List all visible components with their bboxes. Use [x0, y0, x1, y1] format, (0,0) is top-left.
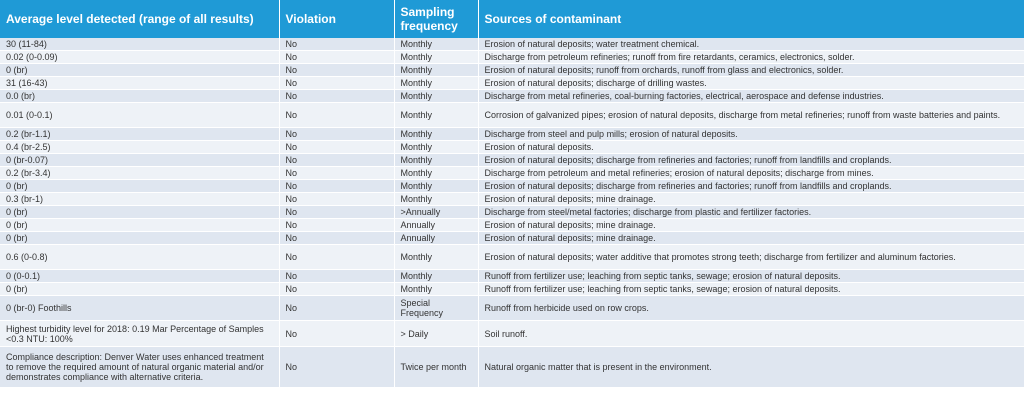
level-cell: Highest turbidity level for 2018: 0.19 Mar Percentage of Samples <0.3 NTU: 100% [0, 321, 279, 347]
violation-cell: No [279, 232, 394, 245]
violation-cell: No [279, 219, 394, 232]
violation-cell: No [279, 245, 394, 270]
sources-cell: Discharge from petroleum refineries; runoff from fire retardants, ceramics, electronics, solder. [478, 51, 1024, 64]
table-row [0, 141, 1024, 154]
table-row [0, 296, 1024, 321]
sources-cell: Runoff from herbicide used on row crops. [478, 296, 1024, 321]
violation-cell: No [279, 296, 394, 321]
frequency-cell: Special Frequency [394, 296, 478, 321]
sources-cell: Erosion of natural deposits; water treatment chemical. [478, 38, 1024, 51]
frequency-cell: Monthly [394, 245, 478, 270]
table-row [0, 232, 1024, 245]
table-row [0, 154, 1024, 167]
level-cell: 30 (11-84) [0, 38, 279, 51]
level-cell: 0 (0-0.1) [0, 270, 279, 283]
sources-cell: Corrosion of galvanized pipes; erosion of natural deposits, discharge from metal refineries; runoff from waste batteries and paints. [478, 103, 1024, 128]
frequency-cell: > Daily [394, 321, 478, 347]
sources-cell: Discharge from metal refineries, coal-burning factories, electrical, aerospace and defense industries. [478, 90, 1024, 103]
level-cell: 0.6 (0-0.8) [0, 245, 279, 270]
level-cell: 0 (br) [0, 206, 279, 219]
sources-cell: Erosion of natural deposits. [478, 141, 1024, 154]
frequency-cell: Monthly [394, 283, 478, 296]
frequency-cell: Monthly [394, 38, 478, 51]
table-row [0, 38, 1024, 51]
sources-cell: Runoff from fertilizer use; leaching from septic tanks, sewage; erosion of natural deposits. [478, 270, 1024, 283]
table-row [0, 128, 1024, 141]
frequency-cell: Monthly [394, 103, 478, 128]
violation-cell: No [279, 193, 394, 206]
frequency-cell: Monthly [394, 90, 478, 103]
level-cell: 0.4 (br-2.5) [0, 141, 279, 154]
level-cell: 0 (br) [0, 64, 279, 77]
sources-cell: Natural organic matter that is present in the environment. [478, 347, 1024, 388]
level-cell: 0.2 (br-3.4) [0, 167, 279, 180]
frequency-cell: Monthly [394, 167, 478, 180]
table-row [0, 347, 1024, 388]
sources-cell: Discharge from steel and pulp mills; erosion of natural deposits. [478, 128, 1024, 141]
violation-cell: No [279, 180, 394, 193]
level-cell: 31 (16-43) [0, 77, 279, 90]
violation-cell: No [279, 103, 394, 128]
header-frequency: Sampling frequency [394, 0, 478, 38]
frequency-cell: Monthly [394, 270, 478, 283]
table-row [0, 90, 1024, 103]
frequency-cell: Monthly [394, 154, 478, 167]
header-level: Average level detected (range of all results) [0, 0, 279, 38]
violation-cell: No [279, 38, 394, 51]
sources-cell: Erosion of natural deposits; mine drainage. [478, 219, 1024, 232]
frequency-cell: Twice per month [394, 347, 478, 388]
violation-cell: No [279, 64, 394, 77]
table-row [0, 283, 1024, 296]
table-row [0, 206, 1024, 219]
table-row [0, 167, 1024, 180]
frequency-cell: Monthly [394, 180, 478, 193]
table-row [0, 270, 1024, 283]
sources-cell: Erosion of natural deposits; discharge from refineries and factories; runoff from landfills and croplands. [478, 154, 1024, 167]
level-cell: 0 (br-0.07) [0, 154, 279, 167]
level-cell: 0.01 (0-0.1) [0, 103, 279, 128]
sources-cell: Discharge from petroleum and metal refineries; erosion of natural deposits; discharge from mines. [478, 167, 1024, 180]
table-row [0, 193, 1024, 206]
sources-cell: Erosion of natural deposits; discharge of drilling wastes. [478, 77, 1024, 90]
level-cell: 0 (br) [0, 283, 279, 296]
violation-cell: No [279, 90, 394, 103]
header-violation: Violation [279, 0, 394, 38]
level-cell: 0 (br) [0, 219, 279, 232]
table-header-row [0, 0, 1024, 38]
table-row [0, 245, 1024, 270]
level-cell: 0 (br-0) Foothills [0, 296, 279, 321]
violation-cell: No [279, 347, 394, 388]
violation-cell: No [279, 206, 394, 219]
violation-cell: No [279, 128, 394, 141]
level-cell: 0 (br) [0, 232, 279, 245]
frequency-cell: Monthly [394, 128, 478, 141]
sources-cell: Erosion of natural deposits; mine drainage. [478, 232, 1024, 245]
frequency-cell: Monthly [394, 193, 478, 206]
table-row [0, 103, 1024, 128]
level-cell: 0.02 (0-0.09) [0, 51, 279, 64]
frequency-cell: >Annually [394, 206, 478, 219]
table-row [0, 64, 1024, 77]
table-body [0, 38, 1024, 388]
violation-cell: No [279, 321, 394, 347]
frequency-cell: Annually [394, 219, 478, 232]
header-sources: Sources of contaminant [478, 0, 1024, 38]
table-row [0, 219, 1024, 232]
violation-cell: No [279, 51, 394, 64]
sources-cell: Erosion of natural deposits; runoff from orchards, runoff from glass and electronics, solder. [478, 64, 1024, 77]
violation-cell: No [279, 77, 394, 90]
level-cell: 0.0 (br) [0, 90, 279, 103]
frequency-cell: Monthly [394, 141, 478, 154]
sources-cell: Erosion of natural deposits; water additive that promotes strong teeth; discharge from fertilizer and aluminum factories. [478, 245, 1024, 270]
frequency-cell: Monthly [394, 51, 478, 64]
sources-cell: Erosion of natural deposits; mine drainage. [478, 193, 1024, 206]
level-cell: 0.2 (br-1.1) [0, 128, 279, 141]
sources-cell: Runoff from fertilizer use; leaching from septic tanks, sewage; erosion of natural deposits. [478, 283, 1024, 296]
frequency-cell: Monthly [394, 77, 478, 90]
level-cell: Compliance description: Denver Water uses enhanced treatment to remove the required amount of natural organic material and/or demonstrates compliance with alternative criteria. [0, 347, 279, 388]
frequency-cell: Annually [394, 232, 478, 245]
sources-cell: Erosion of natural deposits; discharge from refineries and factories; runoff from landfills and croplands. [478, 180, 1024, 193]
table-row [0, 180, 1024, 193]
violation-cell: No [279, 167, 394, 180]
violation-cell: No [279, 141, 394, 154]
level-cell: 0 (br) [0, 180, 279, 193]
violation-cell: No [279, 270, 394, 283]
sources-cell: Soil runoff. [478, 321, 1024, 347]
table-row [0, 321, 1024, 347]
table-row [0, 77, 1024, 90]
table-row [0, 51, 1024, 64]
violation-cell: No [279, 154, 394, 167]
level-cell: 0.3 (br-1) [0, 193, 279, 206]
frequency-cell: Monthly [394, 64, 478, 77]
sources-cell: Discharge from steel/metal factories; discharge from plastic and fertilizer factories. [478, 206, 1024, 219]
violation-cell: No [279, 283, 394, 296]
